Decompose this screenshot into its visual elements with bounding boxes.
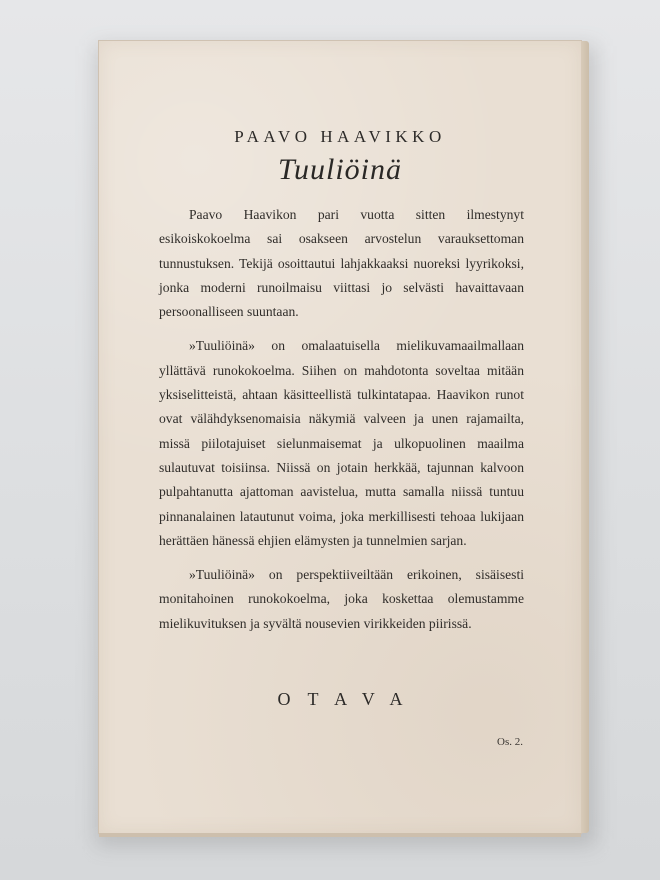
blurb-paragraph-3: »Tuuliöinä» on perspektiiveiltään erikoinen, sisäisesti monitahoinen runokokoelma, joka koskettaa olemustamme mielikuvituksen ja syvältä nousevien virikkeiden piirissä. <box>159 567 524 631</box>
blurb-paragraph-1: Paavo Haavikon pari vuotta sitten ilmestynyt esikoiskokoelma sai osakseen arvostelun varauksettoman tunnustuksen. Tekijä osoittautui lahjakkaaksi nuoreksi lyyrikoksi, jonka moderni runoilmaisu viittasi jo selvästi havaittavaan persoonalliseen suuntaan. <box>159 207 524 320</box>
book-page-edge <box>581 41 589 833</box>
blurb-text <box>159 203 524 646</box>
book-title: Tuuliöinä <box>277 153 403 186</box>
catalog-code: Os. 2. <box>497 736 523 748</box>
publisher-name: OTAVA <box>277 689 420 709</box>
author-name: PAAVO HAAVIKKO <box>234 127 446 146</box>
book-back-cover <box>98 40 582 834</box>
blurb-paragraph-2: »Tuuliöinä» on omalaatuisella mielikuvamaailmallaan yllättävä runokokoelma. Siihen on mahdotonta soveltaa mitään yksiselitteistä, ahtaan käsitteellistä tulkintatapaa. Haavikon runot ovat välähdyksenomaisia näkymiä valveen ja unen rajamailta, missä piilotajuiset sielunmaisemat ja ulkopuolinen maailma sulautuvat toisiinsa. Niissä on jotain herkkää, tajunnan kalvoon pulpahtanutta ajattoman aavistelua, mutta samalla niissä tuntuu pinnanalainen latautunut voima, joka merkillisesti tehoaa lukijaan herättäen hänessä ehjien elämysten ja tunnelmien sarjan. <box>159 338 524 548</box>
book-bottom-edge <box>99 833 581 837</box>
